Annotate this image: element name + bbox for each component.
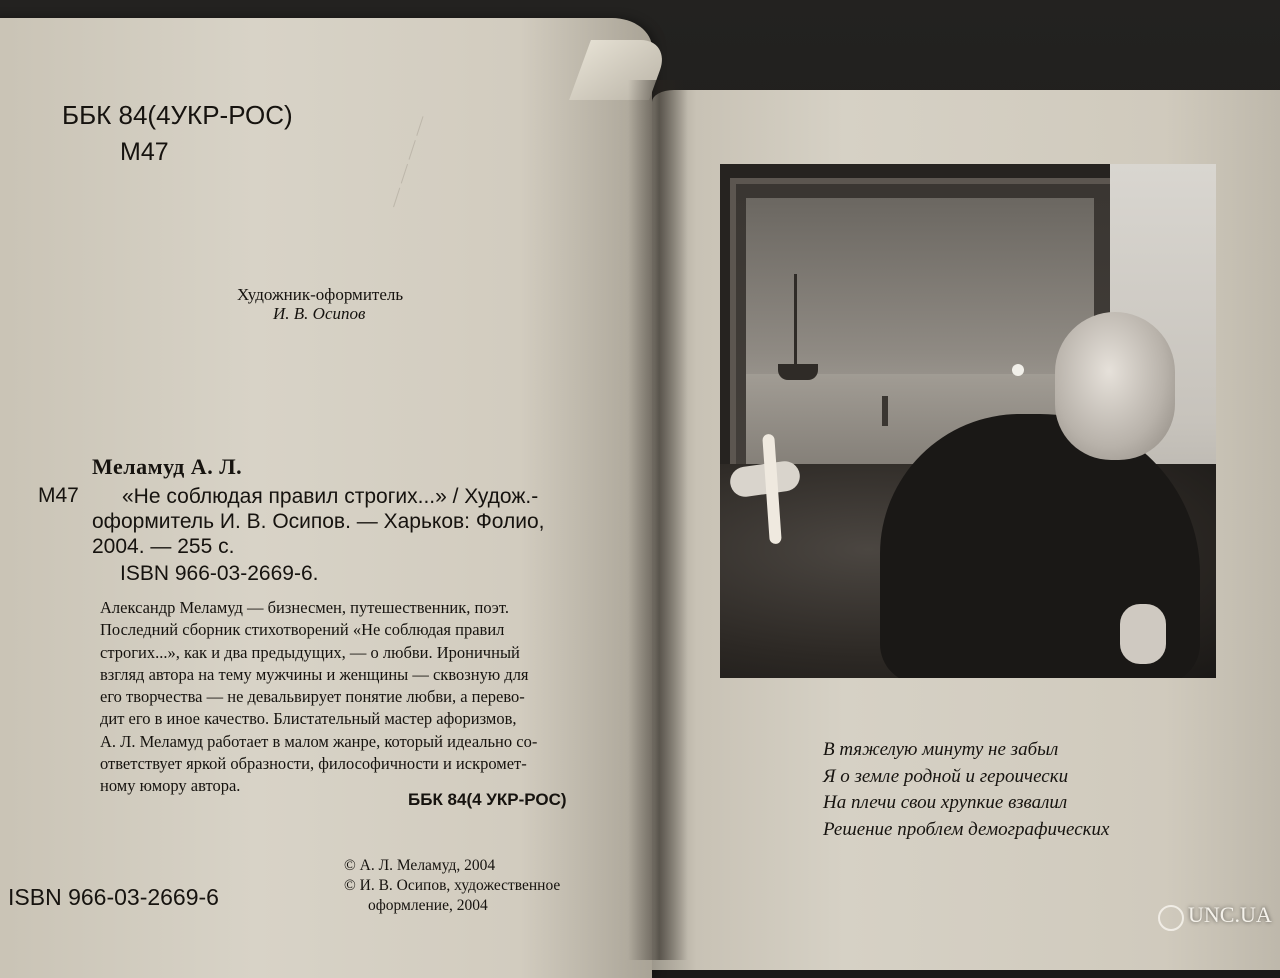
catalog-description (92, 484, 612, 559)
catalog-index: М47 (38, 484, 79, 507)
annotation-line: А. Л. Меламуд работает в малом жанре, который идеально со- (100, 731, 538, 751)
artist-role: Художник-оформитель (237, 285, 404, 304)
copyright-line: © А. Л. Меламуд, 2004 (344, 857, 496, 874)
annotation (72, 597, 620, 798)
copyright-block (344, 856, 560, 916)
poem-line: В тяжелую минуту не забыл (823, 739, 1059, 760)
catalog-isbn: ISBN 966-03-2669-6. (120, 562, 319, 585)
catalog-line: оформитель И. В. Осипов. — Харьков: Фолио, (92, 510, 545, 533)
copyright-line: © И. В. Осипов, художественное (344, 877, 561, 894)
person-head (1055, 312, 1175, 460)
poem (823, 737, 1110, 843)
catalog-author: Меламуд А. Л. (92, 454, 243, 479)
annotation-line: ному юмору автора. (100, 776, 241, 796)
boat-mast (794, 274, 797, 364)
annotation-line: Александр Меламуд — бизнесмен, путешественник, поэт. (100, 598, 509, 617)
heron (882, 396, 888, 426)
bbk-code-bottom: ББК 84(4 УКР-РОС) (408, 790, 567, 809)
person-hand-right (1120, 604, 1166, 664)
book-gutter (628, 80, 688, 960)
annotation-line: строгих...», как и два предыдущих, — о любви. Ироничный (100, 642, 520, 662)
author-mark-top: М47 (120, 138, 169, 166)
annotation-line: ответствует яркой образности, философичности и искромет- (100, 754, 527, 774)
watermark: UNC.UA (1188, 902, 1272, 927)
poem-line: На плечи свои хрупкие взвалил (823, 792, 1068, 813)
catalog-line: 2004. — 255 с. (92, 535, 235, 558)
author-photo (720, 164, 1216, 678)
annotation-line: Последний сборник стихотворений «Не соблюдая правил (100, 620, 505, 640)
isbn-bottom: ISBN 966-03-2669-6 (8, 884, 219, 910)
painting-sun (1012, 364, 1024, 376)
poem-line: Решение проблем демографических (823, 818, 1110, 840)
catalog-line: «Не соблюдая правил строгих...» / Худож.- (122, 485, 539, 508)
annotation-line: дит его в иное качество. Блистательный мастер афоризмов, (100, 709, 517, 729)
annotation-line: взгляд автора на тему мужчины и женщины — сквозную для (100, 664, 529, 684)
bbk-code-top: ББК 84(4УКР-РОС) (62, 100, 293, 130)
copyright-line: оформление, 2004 (368, 897, 488, 914)
artist-name: И. В. Осипов (273, 304, 366, 323)
poem-line: Я о земле родной и героически (823, 765, 1069, 787)
bleed-through-text: — — — — (381, 112, 433, 210)
annotation-line: его творчества — не девальвирует понятие любви, а перево- (100, 687, 525, 707)
boat (778, 364, 818, 380)
